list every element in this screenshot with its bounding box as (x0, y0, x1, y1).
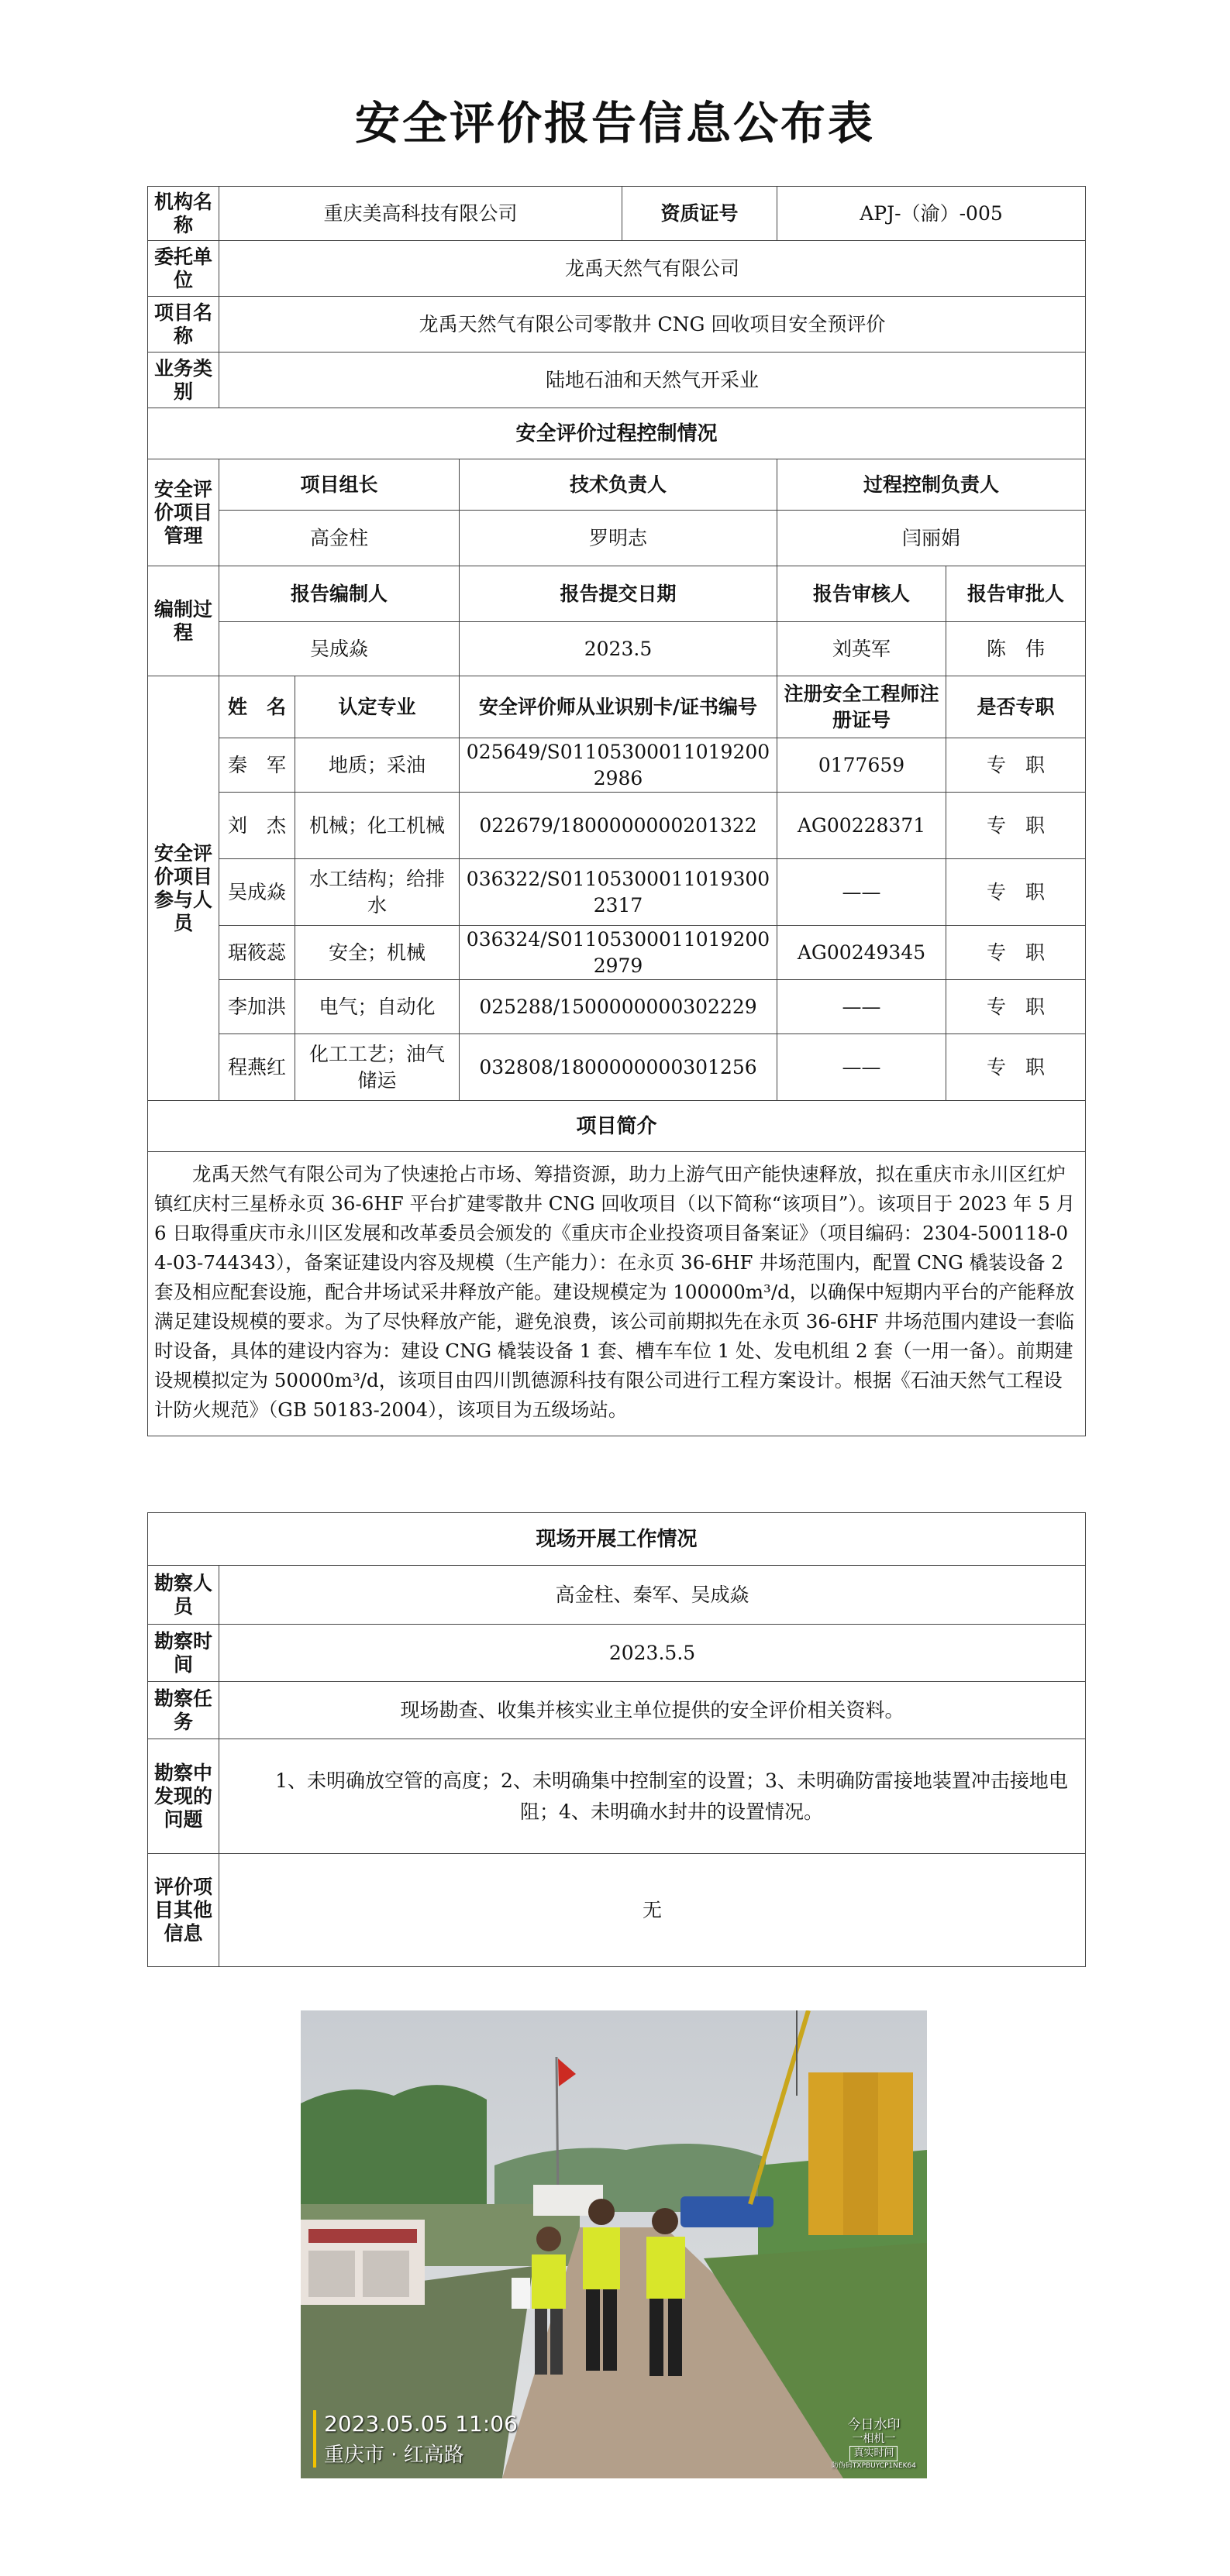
row-site-issues (148, 1739, 1086, 1854)
staff-reg: —— (777, 980, 946, 1034)
row-client (148, 241, 1086, 297)
table-row (148, 1034, 1086, 1101)
site-issues-label: 勘察中发现的问题 (148, 1739, 219, 1854)
row-site-time (148, 1625, 1086, 1682)
site-photo (301, 2010, 927, 2478)
reviewer-value: 刘英军 (777, 622, 946, 676)
row-compile-values (148, 622, 1086, 676)
site-section-title: 现场开展工作情况 (148, 1513, 1086, 1566)
site-task-label: 勘察任务 (148, 1682, 219, 1739)
staff-name: 琚筱蕊 (219, 926, 295, 980)
author-header: 报告编制人 (219, 566, 460, 622)
tech-value: 罗明志 (460, 511, 777, 566)
approver-value: 陈 伟 (946, 622, 1086, 676)
site-other-label: 评价项目其他信息 (148, 1854, 219, 1967)
staff-reg: —— (777, 859, 946, 926)
staff-reg: —— (777, 1034, 946, 1101)
client-label: 委托单位 (148, 241, 219, 297)
staff-cert: 032808/1800000000301256 (460, 1034, 777, 1101)
org-label: 机构名称 (148, 187, 219, 241)
watermark-line1: 今日水印 (847, 2417, 901, 2433)
date-value: 2023.5 (460, 622, 777, 676)
watermark-code: 防伪码TXPBUYCP1NEK64 (831, 2462, 916, 2470)
project-intro-text: 龙禹天然气有限公司为了快速抢占市场、筹措资源，助力上游气田产能快速释放，拟在重庆市永川区红炉镇红庆村三星桥永页 36-6HF 平台扩建零散井 CNG 回收项目（以下简称“该项目”）。该项目于 2023 年 5 月 6 日取得重庆市永川区发展和改革委员会颁发的《重庆市企业投资项目备案证》（项目编码：2304-500118-04-03-744343），备案证建设内容及规模（生产能力）：在永页 36-6HF 井场范围内，配置 CNG 橇装设备 2 套及相应配套设施，配合井场试采井释放产能。建设规模定为 100000m³/d，以确保中短期内平台的产能释放满足建设规模的要求。为了尽快释放产能，避免浪费，该公司前期拟先在永页 36-6HF 井场范围内建设一套临时设备，具体的建设内容为：建设 CNG 橇装设备 1 套、槽车车位 1 处、发电机组 2 套（一用一备）。前期建设规模拟定为 50000m³/d，该项目由四川凯德源科技有限公司进行工程方案设计。根据《石油天然气工程设计防火规范》（GB 50183-2004），该项目为五级场站。 (148, 1152, 1086, 1436)
site-issues-value: 1、未明确放空管的高度；2、未明确集中控制室的设置；3、未明确防雷接地装置冲击接地电阻；4、未明确水封井的设置情况。 (219, 1739, 1086, 1854)
staff-side-label: 安全评价项目参与人员 (148, 676, 219, 1101)
row-compile-header (148, 566, 1086, 622)
staff-reg: 0177659 (777, 738, 946, 793)
staff-fulltime: 专 职 (946, 793, 1086, 859)
watermark-line3: 真实时间 (849, 2446, 898, 2461)
row-site-other (148, 1854, 1086, 1967)
compile-label: 编制过程 (148, 566, 219, 676)
staff-fulltime: 专 职 (946, 859, 1086, 926)
control-value: 闫丽娟 (777, 511, 1086, 566)
author-value: 吴成焱 (219, 622, 460, 676)
row-org (148, 187, 1086, 241)
staff-fulltime: 专 职 (946, 738, 1086, 793)
staff-reg: AG00249345 (777, 926, 946, 980)
photo-timestamp: 2023.05.05 11:06 (324, 2411, 518, 2437)
mgmt-label: 安全评价项目管理 (148, 459, 219, 566)
site-other-value: 无 (219, 1854, 1086, 1967)
row-mgmt-values (148, 511, 1086, 566)
row-intro-title (148, 1101, 1086, 1152)
staff-fulltime: 专 职 (946, 980, 1086, 1034)
staff-fulltime: 专 职 (946, 1034, 1086, 1101)
table-row (148, 926, 1086, 980)
staff-cert: 036322/S011053000110193002317 (460, 859, 777, 926)
staff-major: 水工结构；给排水 (295, 859, 460, 926)
row-mgmt-header (148, 459, 1086, 511)
staff-cert: 025288/1500000000302229 (460, 980, 777, 1034)
row-site-title (148, 1513, 1086, 1566)
staff-name: 吴成焱 (219, 859, 295, 926)
site-people-label: 勘察人员 (148, 1566, 219, 1625)
approver-header: 报告审批人 (946, 566, 1086, 622)
site-time-value: 2023.5.5 (219, 1625, 1086, 1682)
timestamp-bar (313, 2410, 316, 2468)
reg-header: 注册安全工程师注册证号 (777, 676, 946, 738)
staff-cert: 036324/S011053000110192002979 (460, 926, 777, 980)
staff-reg: AG00228371 (777, 793, 946, 859)
staff-major: 地质；采油 (295, 738, 460, 793)
row-staff-header (148, 676, 1086, 738)
row-process-title (148, 408, 1086, 459)
watermark-logo (832, 2418, 916, 2471)
site-photo-illustration (301, 2010, 927, 2478)
leader-value: 高金柱 (219, 511, 460, 566)
staff-name: 秦 军 (219, 738, 295, 793)
name-header: 姓 名 (219, 676, 295, 738)
client-value: 龙禹天然气有限公司 (219, 241, 1086, 297)
leader-header: 项目组长 (219, 459, 460, 511)
intro-section-title: 项目简介 (148, 1101, 1086, 1152)
staff-name: 刘 杰 (219, 793, 295, 859)
tech-header: 技术负责人 (460, 459, 777, 511)
staff-name: 程燕红 (219, 1034, 295, 1101)
page-title: 安全评价报告信息公布表 (354, 97, 875, 150)
project-value: 龙禹天然气有限公司零散井 CNG 回收项目安全预评价 (219, 297, 1086, 353)
row-site-people (148, 1566, 1086, 1625)
cert-header: 安全评价师从业识别卡/证书编号 (460, 676, 777, 738)
staff-major: 机械；化工机械 (295, 793, 460, 859)
table-row (148, 738, 1086, 793)
photo-location: 重庆市 · 红高路 (324, 2444, 464, 2467)
project-label: 项目名称 (148, 297, 219, 353)
table-row (148, 793, 1086, 859)
staff-cert: 022679/1800000000201322 (460, 793, 777, 859)
qual-value: APJ-（渝）-005 (777, 187, 1086, 241)
row-site-task (148, 1682, 1086, 1739)
table-row (148, 980, 1086, 1034)
row-intro-text (148, 1152, 1086, 1436)
staff-major: 化工工艺；油气储运 (295, 1034, 460, 1101)
staff-fulltime: 专 职 (946, 926, 1086, 980)
control-header: 过程控制负责人 (777, 459, 1086, 511)
site-task-value: 现场勘查、收集并核实业主单位提供的安全评价相关资料。 (219, 1682, 1086, 1739)
row-project (148, 297, 1086, 353)
site-time-label: 勘察时间 (148, 1625, 219, 1682)
process-section-title: 安全评价过程控制情况 (148, 408, 1086, 459)
info-table (147, 186, 1086, 1436)
site-table (147, 1512, 1086, 1967)
staff-cert: 025649/S011053000110192002986 (460, 738, 777, 793)
qual-label: 资质证号 (622, 187, 777, 241)
watermark-line2: 一相机一 (852, 2433, 896, 2445)
staff-major: 安全；机械 (295, 926, 460, 980)
date-header: 报告提交日期 (460, 566, 777, 622)
business-value: 陆地石油和天然气开采业 (219, 353, 1086, 408)
staff-major: 电气；自动化 (295, 980, 460, 1034)
reviewer-header: 报告审核人 (777, 566, 946, 622)
major-header: 认定专业 (295, 676, 460, 738)
site-people-value: 高金柱、秦军、吴成焱 (219, 1566, 1086, 1625)
business-label: 业务类别 (148, 353, 219, 408)
fulltime-header: 是否专职 (946, 676, 1086, 738)
table-row (148, 859, 1086, 926)
org-value: 重庆美高科技有限公司 (219, 187, 622, 241)
row-business (148, 353, 1086, 408)
staff-name: 李加洪 (219, 980, 295, 1034)
